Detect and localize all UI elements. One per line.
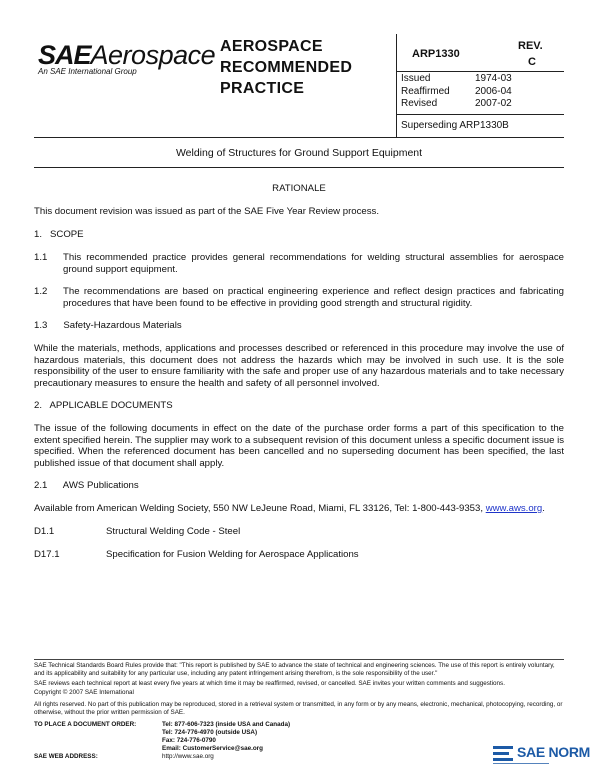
- paragraph-1-1: This recommended practice provides general recommendations for welding structural assemblies for aerospace ground support equipment.: [63, 252, 564, 275]
- title-rule: [34, 167, 564, 168]
- footer-contact-row: [34, 753, 290, 761]
- header-divider: [396, 34, 397, 138]
- aws-address-end: .: [542, 503, 545, 514]
- document-type-line: AEROSPACE: [220, 38, 323, 55]
- section-2-heading: 2. APPLICABLE DOCUMENTS: [34, 400, 173, 411]
- order-line: Tel: 877-606-7323 (inside USA and Canada): [162, 721, 291, 728]
- revision-value: C: [528, 56, 536, 68]
- document-type-line: PRACTICE: [220, 80, 305, 97]
- aws-website-link[interactable]: www.aws.org: [485, 503, 543, 514]
- aws-address-text: Available from American Welding Society, 550 NW LeJeune Road, Miami, FL 33126, Tel: 1-800-443-9353,: [34, 503, 486, 514]
- web-address-label: SAE WEB ADDRESS:: [34, 753, 98, 760]
- footer-rules-text: SAE Technical Standards Board Rules provide that: "This report is published by SAE to advance the state of technical and engineering sciences. The use of this report is entirely voluntary, and its applicability and suitability for any particular use, including any patent infringement arising therefrom, is the sole responsibility of the user.": [34, 662, 555, 677]
- footer-contact-spacer: [34, 729, 162, 737]
- reference-title: Structural Welding Code - Steel: [106, 526, 241, 537]
- header-rule: [396, 71, 564, 72]
- web-address-value[interactable]: http://www.sae.org: [162, 753, 214, 760]
- sae-norm-stamp: SAE NORM: [517, 744, 591, 760]
- footer-contact-row: [34, 729, 290, 737]
- order-line: Fax: 724-776-0790: [162, 737, 216, 744]
- date-row-issued: [401, 73, 512, 86]
- rationale-text: This document revision was issued as part of the SAE Five Year Review process.: [34, 206, 380, 217]
- date-label: Revised: [401, 98, 438, 109]
- paragraph-number: 1.1: [34, 252, 48, 263]
- paragraph-1-2: The recommendations are based on practical engineering experience and reflect design practices and fabricating procedures that have been found to be effective in providing good strength and structural rigidity.: [63, 286, 564, 309]
- safety-paragraph: While the materials, methods, applications and processes described or referenced in this procedure may involve the use of hazardous materials, this document does not address the hazards which may be involved in such use. It is the sole responsibility of the user to ensure familiarity with the safe and proper use of any hazardous materials and to take necessary precautionary measures to ensure the health and safety of all personnel involved.: [34, 343, 564, 389]
- reference-title: Specification for Fusion Welding for Aerospace Applications: [106, 549, 359, 560]
- aws-availability: [34, 503, 568, 515]
- document-title: Welding of Structures for Ground Support Equipment: [175, 147, 423, 159]
- date-label: Issued: [401, 73, 431, 84]
- footer-contact-spacer: [34, 737, 162, 745]
- date-value: 2006-04: [475, 85, 512, 97]
- footer-review-text: SAE reviews each technical report at least every five years at which time it may be reaffirmed, revised, or cancelled. SAE invites your written comments and suggestions.: [34, 680, 505, 687]
- applicable-documents-paragraph: The issue of the following documents in effect on the date of the purchase order forms a part of this specification to the extent specified herein. The supplier may work to a subsequent revision of this document unless a specific document issue is specified. When the referenced document has been cancelled and no superseding document has been specified, the last published issue of that document shall apply.: [34, 423, 564, 469]
- date-value: 1974-03: [475, 73, 512, 84]
- date-label: Reaffirmed: [401, 85, 450, 97]
- order-line: Tel: 724-776-4970 (outside USA): [162, 729, 258, 736]
- footer-rule: [34, 659, 564, 660]
- subsection-2-1-heading: 2.1 AWS Publications: [34, 480, 139, 491]
- logo-subtitle: An SAE International Group: [38, 67, 137, 76]
- section-1-heading: 1. SCOPE: [34, 229, 84, 240]
- order-label: TO PLACE A DOCUMENT ORDER:: [34, 721, 137, 728]
- revision-label: REV.: [518, 40, 543, 52]
- order-line: Email: CustomerService@sae.org: [162, 745, 263, 752]
- document-type: [220, 36, 390, 99]
- date-value: 2007-02: [475, 98, 512, 109]
- footer-copyright: Copyright © 2007 SAE International: [34, 689, 134, 696]
- date-row-reaffirmed: [401, 86, 512, 99]
- superseding-note: Superseding ARP1330B: [401, 120, 509, 131]
- logo-aerospace-text: Aerospace: [90, 40, 216, 70]
- document-type-line: RECOMMENDED: [220, 59, 353, 76]
- subsection-1-3-heading: 1.3 Safety-Hazardous Materials: [34, 320, 182, 331]
- paragraph-number: 1.2: [34, 286, 48, 297]
- date-row-revised: [401, 98, 512, 111]
- header-rule: [396, 114, 564, 115]
- footer-contact-spacer: [34, 745, 162, 753]
- rationale-heading: RATIONALE: [272, 183, 326, 194]
- footer-contact-row: [34, 745, 290, 753]
- header-bottom-rule: [34, 137, 564, 138]
- footer-contact-row: [34, 737, 290, 745]
- document-number: ARP1330: [412, 48, 460, 60]
- document-dates: [401, 73, 512, 111]
- reference-code: D1.1: [34, 526, 55, 537]
- footer-rights-text: All rights reserved. No part of this publication may be reproduced, stored in a retrieval system or transmitted, in any form or by any means, electronic, mechanical, photocopying, recording, or otherwise, without the prior written permission of SAE.: [34, 701, 563, 716]
- logo-sae-text: SAE: [38, 40, 91, 70]
- footer-contact-row: [34, 721, 290, 729]
- footer-contact: [34, 721, 290, 761]
- reference-code: D17.1: [34, 549, 60, 560]
